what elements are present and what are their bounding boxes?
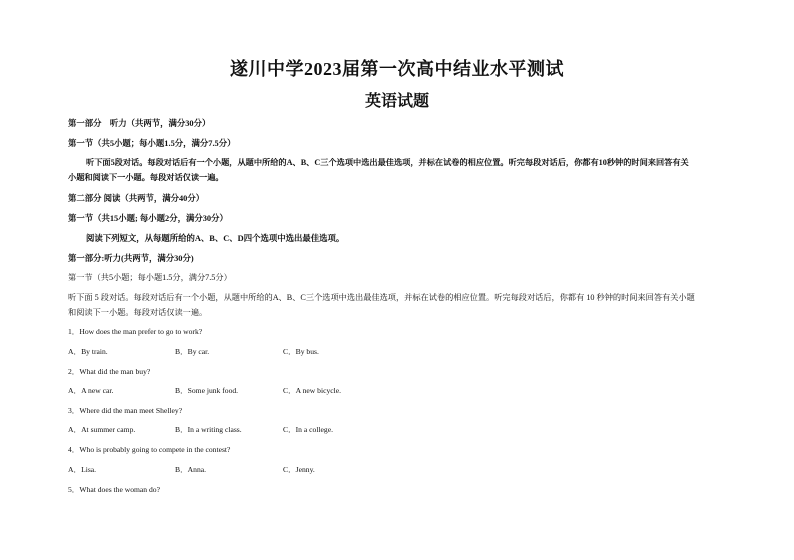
question-stem: 5．What does the woman do? — [68, 485, 160, 494]
exam-subtitle: 英语试题 — [364, 93, 429, 110]
question-stem: 4．Who is probably going to compete in the contest? — [68, 445, 231, 454]
question-stem: 2．What did the man buy? — [68, 367, 151, 376]
option-c: C．By bus. — [283, 347, 319, 356]
section1-header-repeat: 第一节（共5小题；每小题1.5分，满分7.5分） — [68, 273, 232, 282]
question-stem: 1．How does the man prefer to go to work? — [68, 327, 203, 336]
question-stem: 3．Where did the man meet Shelley? — [68, 406, 183, 415]
option-c: C．In a college. — [283, 425, 333, 434]
section1b-header: 第一节（共15小题; 每小题2分，满分30分） — [68, 214, 228, 223]
exam-title: 遂川中学2023届第一次高中结业水平测试 — [230, 59, 564, 79]
part1-header-repeat: 第一部分:听力(共两节，满分30分) — [68, 254, 194, 263]
instructions2-line1: 听下面 5 段对话。每段对话后有一个小题，从题中所给的A、B、C三个选项中选出最佳选项，并标在试卷的相应位置。听完每段对话后，你都有 10 秒钟的时间来回答有关小题 — [68, 293, 695, 302]
reading-instructions: 阅读下列短文，从每题所给的A、B、C、D四个选项中选出最佳选项。 — [86, 234, 345, 243]
option-b: B．In a writing class. — [175, 425, 242, 434]
part1-header: 第一部分 听力（共两节，满分30分） — [68, 119, 211, 128]
instructions1-line2: 小题和阅读下一小题。每段对话仅读一遍。 — [68, 173, 224, 182]
section1-header: 第一节（共5小题；每小题1.5分，满分7.5分） — [68, 139, 236, 148]
option-a: A．A new car. — [68, 386, 114, 395]
option-a: A．By train. — [68, 347, 108, 356]
option-b: B．Some junk food. — [175, 386, 239, 395]
option-b: B．Anna. — [175, 465, 207, 474]
instructions2-line2: 和阅读下一小题。每段对话仅读一遍。 — [68, 308, 208, 317]
option-b: B．By car. — [175, 347, 210, 356]
option-c: C．Jenny. — [283, 465, 315, 474]
option-a: A．At summer camp. — [68, 425, 136, 434]
instructions1-line1: 听下面5段对话。每段对话后有一个小题，从题中所给的A、B、C三个选项中选出最佳选项，并标在试卷的相应位置。听完每段对话后，你都有10秒钟的时间来回答有关 — [86, 158, 689, 167]
part2-header: 第二部分 阅读（共两节，满分40分） — [68, 194, 205, 203]
option-a: A．Lisa. — [68, 465, 97, 474]
option-c: C．A new bicycle. — [283, 386, 341, 395]
